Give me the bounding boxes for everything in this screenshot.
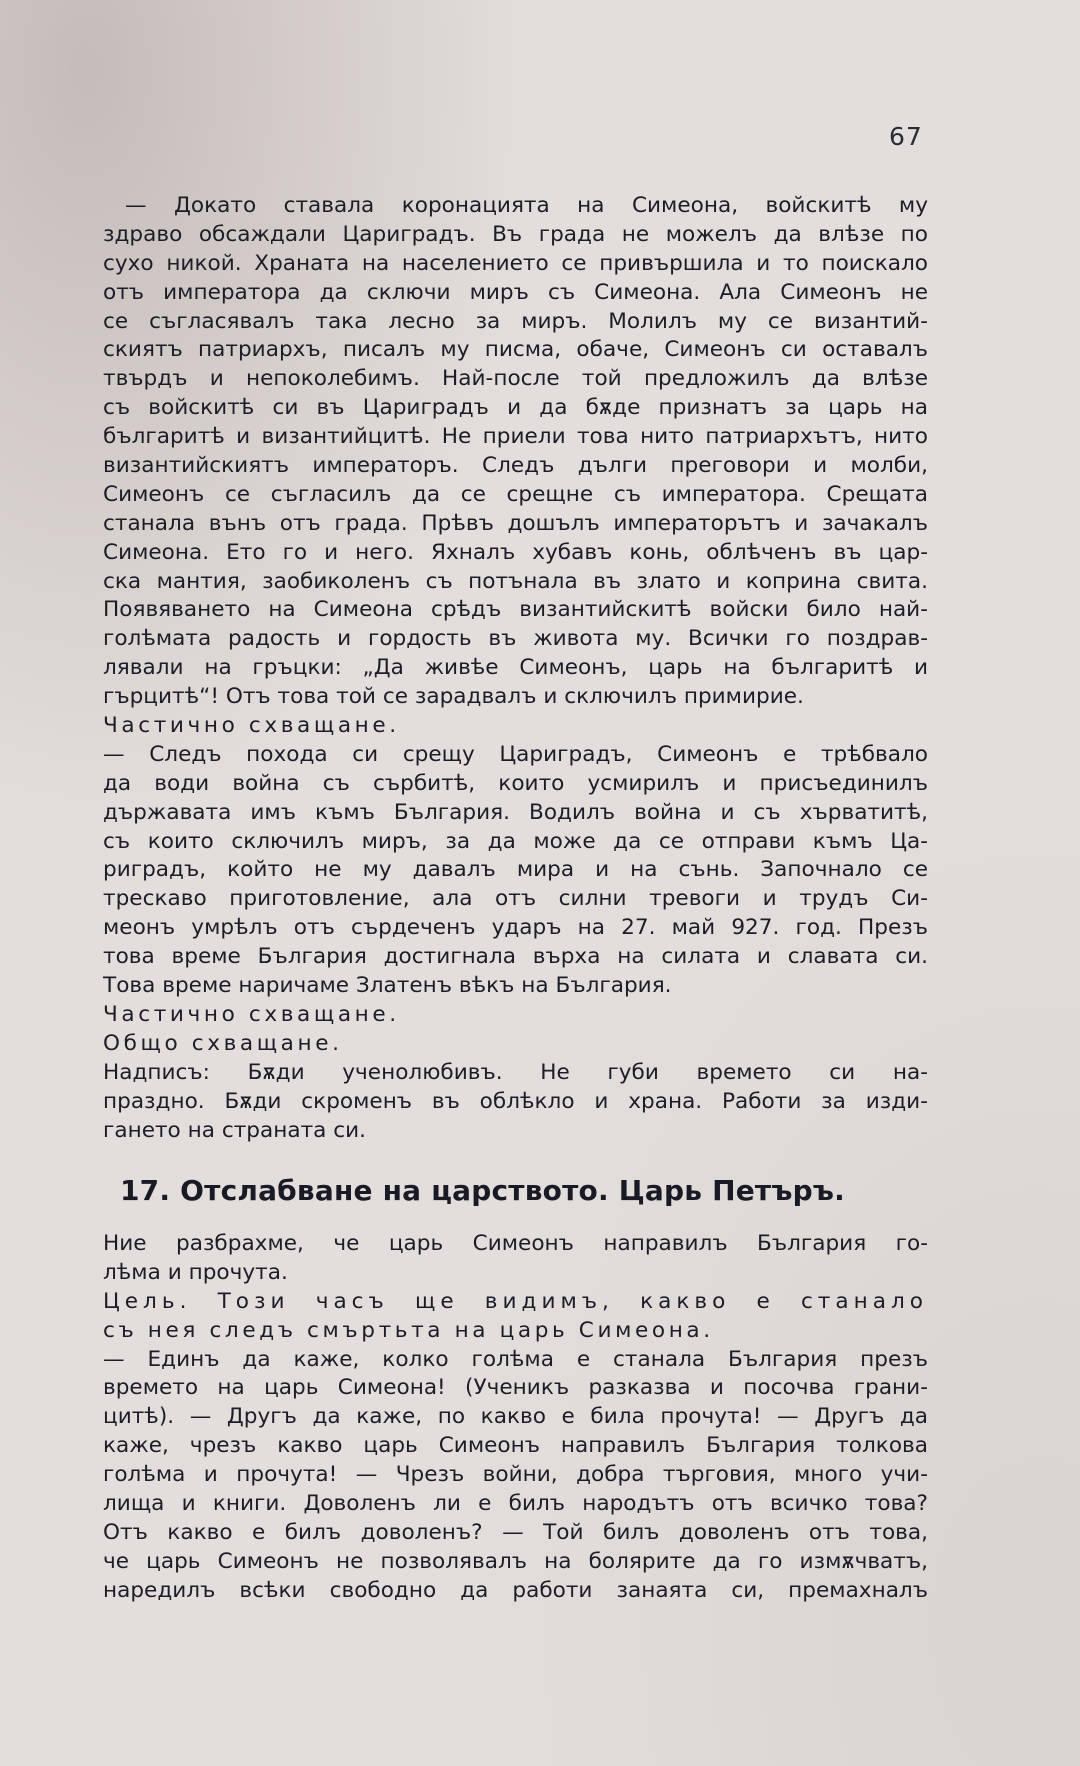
text-line: съ войскитѣ си въ Цариградъ и да бѫде признатъ за царь на [103, 395, 928, 421]
text-line: Симеона. Ето го и него. Яхналъ хубавъ конь, облѣченъ въ цар- [103, 539, 928, 565]
text-line: Това време наричаме Златенъ вѣкъ на България. [103, 973, 672, 999]
text-line: лища и книги. Доволенъ ли е билъ народътъ отъ всичко това? [103, 1491, 928, 1517]
section-label: Общо схващане. [103, 1030, 343, 1056]
text-line: Ние разбрахме, че царь Симеонъ направилъ България го- [103, 1231, 928, 1256]
text-line: — Докато ставала коронацията на Симеона, войскитѣ му [125, 193, 928, 218]
text-line: риградъ, който не му давалъ мира и на сънь. Започнало се [103, 857, 928, 883]
text-line: държавата имъ къмъ България. Водилъ война и съ хърватитѣ, [103, 799, 928, 825]
body-text-simeon [103, 192, 928, 1145]
text-line: трескаво приготовление, ала отъ силни тревоги и трудъ Си- [103, 886, 928, 912]
text-line: лявали на гръцки: „Да живѣе Симеонъ, царь на българитѣ и [103, 655, 928, 681]
text-line: станала вънъ отъ града. Прѣвъ дошълъ императорътъ и зачакалъ [103, 510, 928, 536]
text-line: лѣма и прочута. [103, 1259, 288, 1285]
text-line: византийскиятъ императоръ. Следъ дълги преговори и молби, [103, 453, 928, 479]
goal-line: съ нея следъ смъртьта на царь Симеона. [103, 1317, 714, 1343]
text-line: съ които сключилъ миръ, за да може да се отправи къмъ Ца- [103, 828, 928, 854]
text-line: отъ императора да сключи миръ съ Симеона. Ала Симеонъ не [103, 279, 928, 305]
text-line: ска мантия, заобиколенъ съ потънала въ злато и коприна свита. [103, 568, 928, 594]
text-line: времето на царь Симеона! (Ученикъ разказва и посочва грани- [103, 1375, 928, 1401]
chapter-heading: 17. Отслабване на царството. Царь Петъръ. [120, 1174, 845, 1207]
text-line: каже, чрезъ какво царь Симеонъ направилъ България толкова [103, 1433, 928, 1459]
text-line: твърдъ и непоколебимъ. Най-после той предложилъ да влѣзе [103, 366, 928, 392]
inscription-line: Надписъ: Бѫди ученолюбивъ. Не губи времето си на- [103, 1059, 928, 1085]
text-line: Отъ какво е билъ доволенъ? — Той билъ доволенъ отъ това, [103, 1519, 928, 1545]
text-line: — Единъ да каже, колко голѣма е станала България презъ [103, 1346, 928, 1372]
text-line: българитѣ и византийцитѣ. Не приели това нито патриархътъ, нито [103, 424, 928, 450]
text-line: скиятъ патриархъ, писалъ му писма, обаче, Симеонъ си оставалъ [103, 337, 928, 363]
text-line: това време България достигнала върха на силата и славата си. [103, 944, 928, 970]
text-line: голѣмата радость и гордость въ живота му. Всички го поздрав- [103, 626, 928, 652]
text-line: — Следъ похода си срещу Цариградъ, Симеонъ е трѣбвало [103, 741, 928, 767]
text-line: Появяването на Симеона срѣдъ византийскитѣ войски било най- [103, 597, 928, 623]
text-line: праздно. Бѫди скроменъ въ облѣкло и храна. Работи за изди- [103, 1088, 928, 1114]
page-number: 67 [889, 122, 923, 151]
goal-line: Цель. Този часъ ще видимъ, какво е станало [103, 1288, 928, 1314]
text-line: се съгласявалъ така лесно за миръ. Молилъ му се византий- [103, 308, 928, 334]
section-label: Частично схващане. [103, 713, 400, 739]
text-line: цитѣ). — Другъ да каже, по какво е била прочута! — Другъ да [103, 1404, 928, 1430]
text-line: че царь Симеонъ не позволявалъ на болярите да го измѫчватъ, [103, 1548, 928, 1574]
text-line: сухо никой. Храната на населението се привършила и то поискало [103, 250, 928, 276]
text-line: здраво обсаждали Цариградъ. Въ града не можелъ да влѣзе по [103, 221, 928, 247]
text-line: гането на страната си. [103, 1117, 367, 1143]
text-line: меонъ умрѣлъ отъ сърдеченъ ударъ на 27. май 927. год. Презъ [103, 915, 928, 941]
text-line: голѣма и прочута! — Чрезъ войни, добра търговия, много учи- [103, 1462, 928, 1488]
text-line: Симеонъ се съгласилъ да се срещне съ императора. Срещата [103, 481, 928, 507]
text-line: да води война съ сърбитѣ, които усмирилъ и присъединилъ [103, 770, 928, 796]
body-text-peter [103, 1230, 928, 1606]
text-line: наредилъ всѣки свободно да работи занаята си, премахналъ [103, 1577, 928, 1603]
section-label: Частично схващане. [103, 1001, 400, 1027]
text-line: гърцитѣ“! Отъ това той се зарадвалъ и сключилъ примирие. [103, 684, 804, 710]
